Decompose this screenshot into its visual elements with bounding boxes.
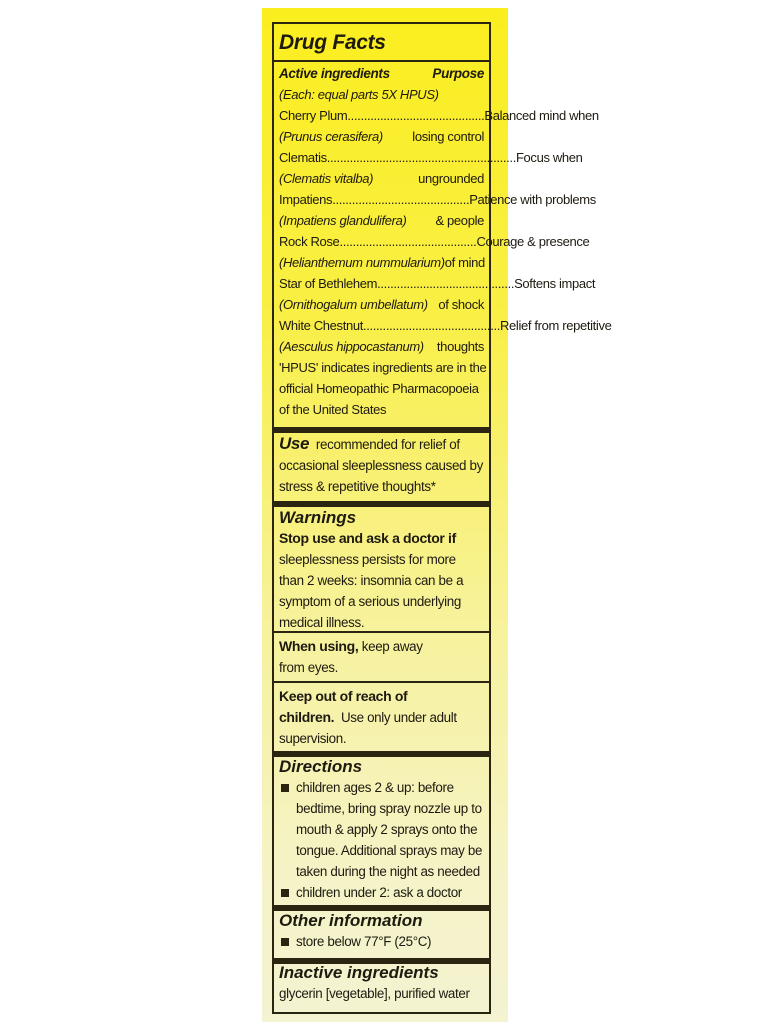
bullet-square-icon xyxy=(281,938,289,946)
ingredient-name: White Chestnut xyxy=(279,318,363,333)
warnings-heading: Warnings xyxy=(279,508,357,527)
ingredient-purpose-cont: & people xyxy=(435,213,484,228)
keep-out-section xyxy=(272,686,491,749)
directions-text-line: bedtime, bring spray nozzle up to xyxy=(296,801,482,816)
ingredient-purpose: Balanced mind when xyxy=(484,108,599,123)
active-ingredients-section xyxy=(272,63,612,420)
hpus-note-line: official Homeopathic Pharmacopoeia xyxy=(279,381,479,396)
ingredient-name: Rock Rose xyxy=(279,234,340,249)
directions-bullet xyxy=(279,777,484,882)
warnings-divider xyxy=(272,631,491,633)
ingredient-latin: (Impatiens glandulifera) xyxy=(279,213,407,228)
when-using-text-line2: from eyes. xyxy=(279,660,339,675)
when-using-section xyxy=(272,636,491,678)
warning-text-line: symptom of a serious underlying xyxy=(279,594,461,609)
ingredient-purpose: Courage & presence xyxy=(476,234,590,249)
hpus-note-line: of the United States xyxy=(279,402,387,417)
inactive-ingredients-section xyxy=(272,963,491,1004)
other-information-section xyxy=(272,911,491,952)
section-divider xyxy=(272,427,491,433)
ingredient-purpose-cont: thoughts xyxy=(436,339,484,354)
when-using-text: keep away xyxy=(361,639,423,654)
directions-text-line: mouth & apply 2 sprays onto the xyxy=(296,822,478,837)
ingredient-latin: (Ornithogalum umbellatum) xyxy=(279,297,428,312)
section-divider xyxy=(272,501,491,507)
directions-heading: Directions xyxy=(279,757,363,776)
active-ingredients-header xyxy=(279,63,484,84)
use-text-line: recommended for relief of xyxy=(315,437,460,452)
ingredient-row: Cherry Plum .......................................... Balanced mind when (Prunus cerasifera) losing control xyxy=(279,105,484,147)
children-text: Use only under adult xyxy=(340,710,457,725)
active-ingredients-note: (Each: equal parts 5X HPUS) xyxy=(279,87,439,102)
ingredient-row: Impatiens .......................................... Patience with problems (Impatiens glandulifera) & people xyxy=(279,189,484,231)
directions-text-line: children under 2: ask a doctor xyxy=(296,885,462,900)
other-information-bullet xyxy=(279,931,484,952)
use-text-line: occasional sleeplessness caused by xyxy=(279,458,483,473)
inactive-ingredients-text: glycerin [vegetable], purified water xyxy=(279,986,470,1001)
drug-facts-title-section xyxy=(272,31,491,55)
title-divider xyxy=(272,60,491,62)
ingredient-purpose-cont: losing control xyxy=(412,129,484,144)
children-heading: children. xyxy=(279,709,335,725)
bullet-square-icon xyxy=(281,784,289,792)
stop-use-heading: Stop use and ask a doctor if xyxy=(279,530,456,546)
ingredient-purpose-cont: of shock xyxy=(438,297,484,312)
ingredient-purpose: Relief from repetitive xyxy=(499,318,612,333)
ingredient-name: Cherry Plum xyxy=(279,108,348,123)
ingredient-row: Star of Bethlehem .......................................... Softens impact (Ornithogalum umbellatum) of shock xyxy=(279,273,484,315)
warning-text-line: medical illness. xyxy=(279,615,365,630)
ingredient-latin: (Aesculus hippocastanum) xyxy=(279,339,424,354)
ingredient-row: White Chestnut .......................................... Relief from repetitive (Aesculus hippocastanum) thoughts xyxy=(279,315,484,357)
directions-text-line: tongue. Additional sprays may be xyxy=(296,843,483,858)
use-section xyxy=(272,434,491,497)
warnings-divider xyxy=(272,681,491,683)
ingredient-latin: (Prunus cerasifera) xyxy=(279,129,383,144)
ingredient-name: Star of Bethlehem xyxy=(279,276,378,291)
hpus-note-line: 'HPUS' indicates ingredients are in the xyxy=(279,360,487,375)
other-information-heading: Other information xyxy=(279,911,423,930)
ingredient-purpose: Softens impact xyxy=(514,276,596,291)
use-text-line: stress & repetitive thoughts* xyxy=(279,479,436,494)
warning-text-line: sleeplessness persists for more xyxy=(279,552,456,567)
supervision-text: supervision. xyxy=(279,731,347,746)
ingredient-row: Clematis .......................................................... Focus when (Clematis vitalba) ungrounded xyxy=(279,147,484,189)
storage-text: store below 77°F (25°C) xyxy=(296,934,432,949)
active-ingredients-heading: Active ingredients xyxy=(279,66,390,81)
ingredient-latin: (Clematis vitalba) xyxy=(279,171,374,186)
ingredient-purpose: Focus when xyxy=(515,150,583,165)
directions-text-line: taken during the night as needed xyxy=(296,864,480,879)
ingredient-name: Clematis xyxy=(279,150,327,165)
ingredient-purpose-cont: ungrounded xyxy=(418,171,484,186)
warning-text-line: than 2 weeks: insomnia can be a xyxy=(279,573,464,588)
directions-section xyxy=(272,757,491,903)
keep-out-heading: Keep out of reach of xyxy=(279,688,408,704)
directions-text-line: children ages 2 & up: before xyxy=(296,780,454,795)
directions-bullet xyxy=(279,882,484,903)
ingredient-name: Impatiens xyxy=(279,192,333,207)
inactive-ingredients-heading: Inactive ingredients xyxy=(279,963,439,982)
warnings-section xyxy=(272,508,491,633)
when-using-heading: When using, xyxy=(279,638,359,654)
ingredient-row: Rock Rose .......................................... Courage & presence (Helianthemum nummularium) of mind xyxy=(279,231,484,273)
bullet-square-icon xyxy=(281,889,289,897)
ingredient-latin: (Helianthemum nummularium) xyxy=(279,255,445,270)
ingredient-purpose-cont: of mind xyxy=(444,255,485,270)
use-heading: Use xyxy=(279,434,310,453)
ingredient-purpose: Patience with problems xyxy=(469,192,596,207)
drug-facts-title: Drug Facts xyxy=(279,31,386,54)
purpose-heading: Purpose xyxy=(432,66,484,81)
